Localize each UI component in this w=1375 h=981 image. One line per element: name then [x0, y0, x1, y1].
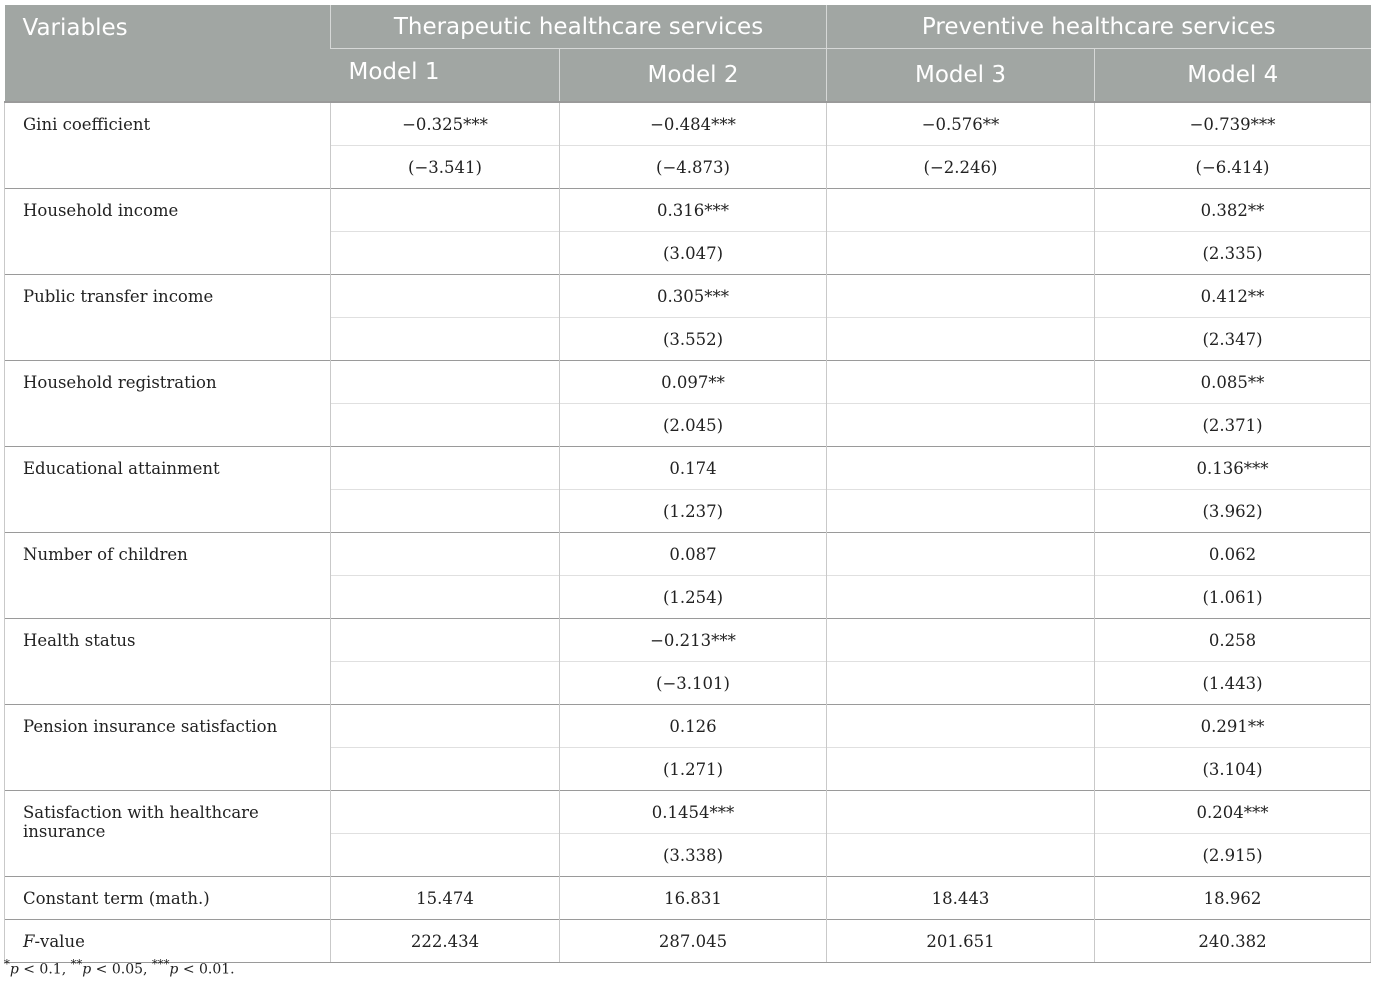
t-statistic-cell: (3.104)	[1095, 748, 1371, 791]
coefficient-cell	[827, 189, 1095, 232]
t-statistic-cell: (1.237)	[560, 490, 827, 533]
fvalue-cell: 287.045	[560, 920, 827, 963]
t-statistic-cell: (2.045)	[560, 404, 827, 447]
coefficient-cell	[331, 619, 560, 662]
note-star-1: *	[4, 957, 10, 971]
coefficient-cell: −0.325***	[331, 102, 560, 146]
coefficient-cell	[827, 619, 1095, 662]
t-statistic-cell	[331, 232, 560, 275]
coefficient-cell: 0.305***	[560, 275, 827, 318]
table-row	[5, 877, 1371, 920]
significance-note	[4, 957, 235, 978]
t-statistic-cell: (2.347)	[1095, 318, 1371, 361]
coefficient-cell: 0.062	[1095, 533, 1371, 576]
coefficient-cell	[331, 275, 560, 318]
coefficient-cell	[331, 533, 560, 576]
header-variables: Variables	[5, 5, 331, 102]
t-statistic-cell	[827, 490, 1095, 533]
constant-cell: 18.962	[1095, 877, 1371, 920]
t-statistic-cell	[827, 662, 1095, 705]
constant-cell: 16.831	[560, 877, 827, 920]
coefficient-cell: 0.085**	[1095, 361, 1371, 404]
t-statistic-cell: (1.271)	[560, 748, 827, 791]
coefficient-cell: 0.097**	[560, 361, 827, 404]
note-p-2: p	[82, 961, 92, 978]
coefficient-cell	[827, 533, 1095, 576]
t-statistic-cell: (−3.101)	[560, 662, 827, 705]
coefficient-cell: 0.136***	[1095, 447, 1371, 490]
t-statistic-cell	[331, 576, 560, 619]
t-statistic-cell	[827, 748, 1095, 791]
table-row	[5, 705, 1371, 748]
t-statistic-cell: (1.254)	[560, 576, 827, 619]
table-row	[5, 189, 1371, 232]
t-statistic-cell	[331, 490, 560, 533]
coefficient-cell: 0.1454***	[560, 791, 827, 834]
t-statistic-cell	[331, 662, 560, 705]
variable-label: Household registration	[5, 361, 331, 447]
variable-label: Health status	[5, 619, 331, 705]
t-statistic-cell: (−4.873)	[560, 146, 827, 189]
variable-label: Satisfaction with healthcare insurance	[5, 791, 331, 877]
coefficient-cell: 0.382**	[1095, 189, 1371, 232]
constant-cell: 15.474	[331, 877, 560, 920]
coefficient-cell: 0.291**	[1095, 705, 1371, 748]
table-row	[5, 791, 1371, 834]
coefficient-cell	[827, 791, 1095, 834]
note-p-3: p	[169, 961, 179, 978]
t-statistic-cell: (1.443)	[1095, 662, 1371, 705]
note-p-1: p	[9, 961, 19, 978]
t-statistic-cell: (2.915)	[1095, 834, 1371, 877]
coefficient-cell: 0.126	[560, 705, 827, 748]
variable-label: Public transfer income	[5, 275, 331, 361]
coefficient-cell	[827, 275, 1095, 318]
coefficient-cell: 0.087	[560, 533, 827, 576]
t-statistic-cell	[827, 576, 1095, 619]
coefficient-cell: −0.576**	[827, 102, 1095, 146]
coefficient-cell: 0.204***	[1095, 791, 1371, 834]
constant-cell: 18.443	[827, 877, 1095, 920]
coefficient-cell: 0.258	[1095, 619, 1371, 662]
header-preventive: Preventive healthcare services	[827, 5, 1371, 49]
table-row	[5, 619, 1371, 662]
table-body	[5, 102, 1371, 963]
coefficient-cell: 0.174	[560, 447, 827, 490]
table-row	[5, 361, 1371, 404]
table-row	[5, 102, 1371, 146]
coefficient-cell	[331, 447, 560, 490]
coefficient-cell: 0.316***	[560, 189, 827, 232]
t-statistic-cell	[827, 318, 1095, 361]
t-statistic-cell: (−2.246)	[827, 146, 1095, 189]
coefficient-cell	[827, 361, 1095, 404]
note-text-3: < 0.01.	[178, 961, 235, 978]
fvalue-cell: 222.434	[331, 920, 560, 963]
table-row	[5, 533, 1371, 576]
t-statistic-cell	[331, 404, 560, 447]
t-statistic-cell	[827, 232, 1095, 275]
table-row	[5, 275, 1371, 318]
t-statistic-cell: (2.335)	[1095, 232, 1371, 275]
t-statistic-cell: (−6.414)	[1095, 146, 1371, 189]
header-model-4: Model 4	[1095, 49, 1371, 103]
coefficient-cell	[331, 705, 560, 748]
coefficient-cell	[827, 705, 1095, 748]
coefficient-cell: −0.213***	[560, 619, 827, 662]
coefficient-cell: 0.412**	[1095, 275, 1371, 318]
variable-label: Gini coefficient	[5, 102, 331, 189]
fvalue-label-rest: -value	[34, 931, 85, 951]
t-statistic-cell	[331, 834, 560, 877]
coefficient-cell: −0.739***	[1095, 102, 1371, 146]
variable-label: Pension insurance satisfaction	[5, 705, 331, 791]
coefficient-cell: −0.484***	[560, 102, 827, 146]
note-star-2: **	[70, 957, 83, 971]
note-text-2: < 0.05,	[91, 961, 152, 978]
table-row	[5, 447, 1371, 490]
t-statistic-cell: (3.962)	[1095, 490, 1371, 533]
fvalue-cell: 240.382	[1095, 920, 1371, 963]
t-statistic-cell	[331, 318, 560, 361]
constant-label: Constant term (math.)	[5, 877, 331, 920]
header-model-3: Model 3	[827, 49, 1095, 103]
note-text-1: < 0.1,	[18, 961, 71, 978]
t-statistic-cell: (1.061)	[1095, 576, 1371, 619]
header-therapeutic: Therapeutic healthcare services	[331, 5, 827, 49]
variable-label: Number of children	[5, 533, 331, 619]
coefficient-cell	[331, 791, 560, 834]
regression-table	[4, 5, 1371, 963]
t-statistic-cell	[827, 834, 1095, 877]
t-statistic-cell: (2.371)	[1095, 404, 1371, 447]
t-statistic-cell	[827, 404, 1095, 447]
variable-label: Educational attainment	[5, 447, 331, 533]
t-statistic-cell: (3.338)	[560, 834, 827, 877]
coefficient-cell	[827, 447, 1095, 490]
coefficient-cell	[331, 361, 560, 404]
t-statistic-cell: (−3.541)	[331, 146, 560, 189]
t-statistic-cell: (3.047)	[560, 232, 827, 275]
variable-label: Household income	[5, 189, 331, 275]
header-model-1: Model 1	[331, 49, 560, 103]
fvalue-label-italic: F	[23, 931, 35, 951]
header-model-2: Model 2	[560, 49, 827, 103]
note-star-3: ***	[151, 957, 170, 971]
fvalue-cell: 201.651	[827, 920, 1095, 963]
coefficient-cell	[331, 189, 560, 232]
t-statistic-cell	[331, 748, 560, 791]
t-statistic-cell: (3.552)	[560, 318, 827, 361]
